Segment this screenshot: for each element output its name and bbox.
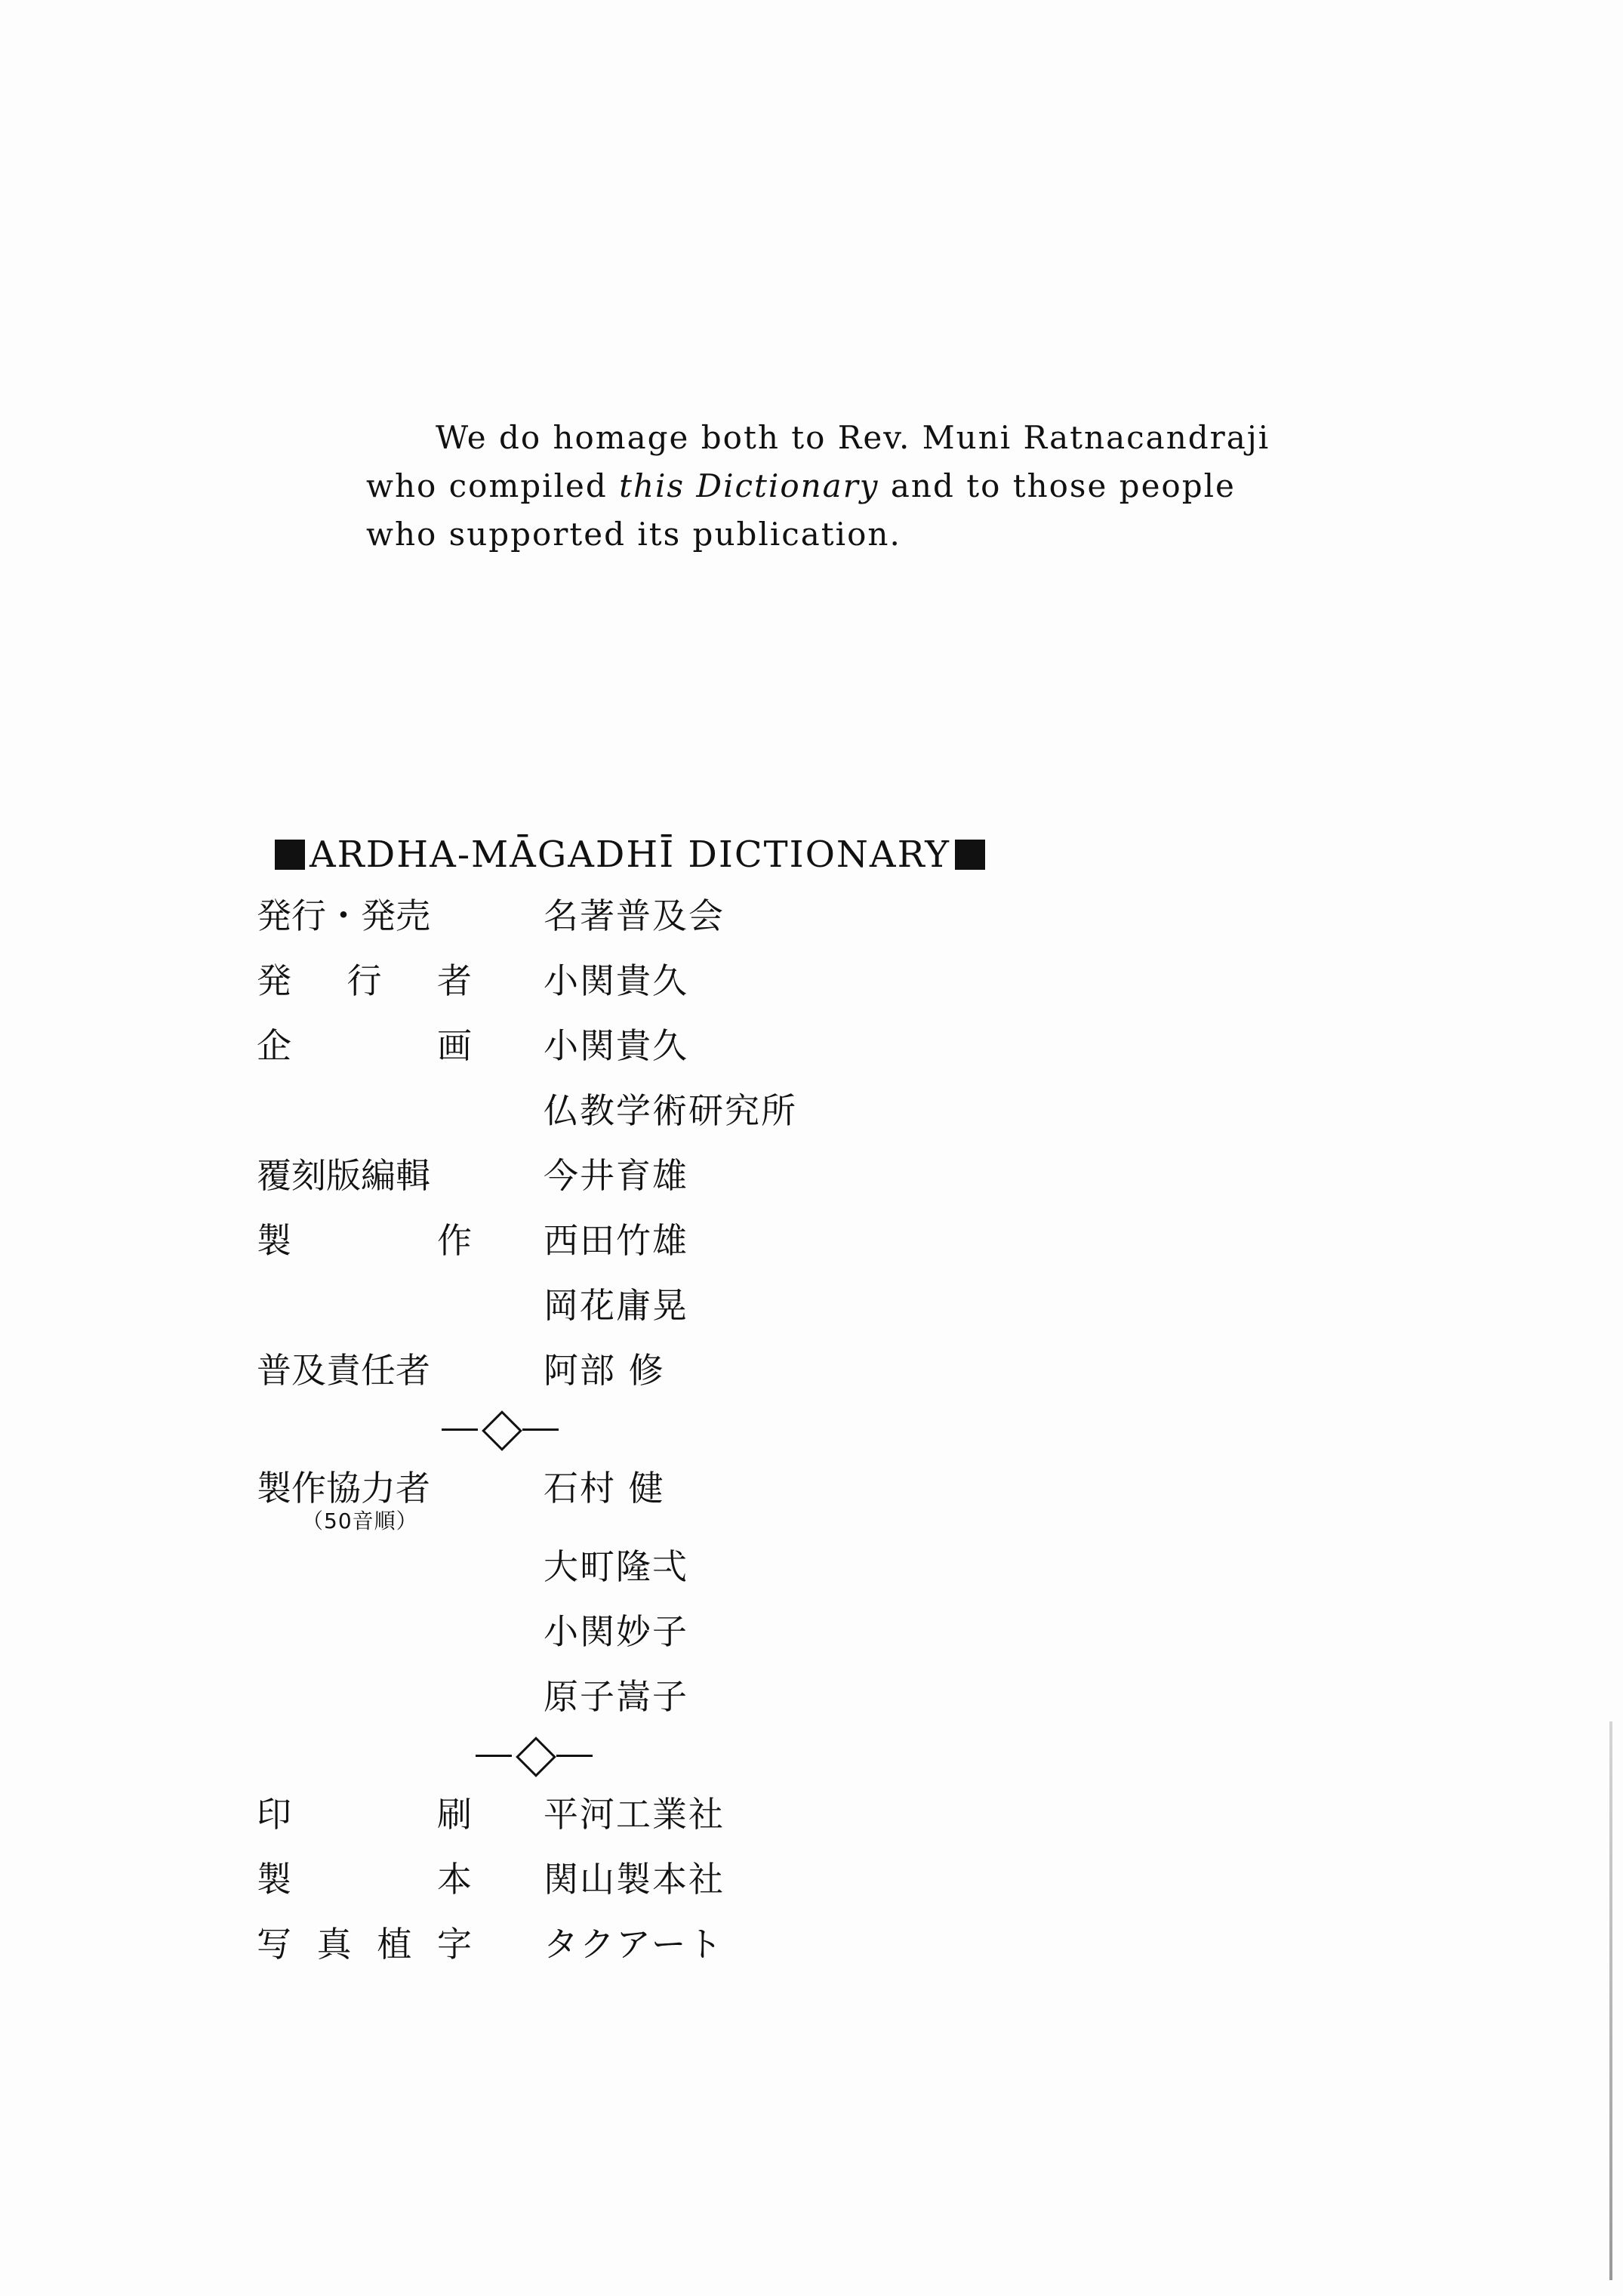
- credit-row: [257, 948, 1163, 1013]
- credit-row-continued: [257, 1664, 1163, 1729]
- credit-row: [257, 1013, 1163, 1078]
- credit-label: 普及責任者: [257, 1350, 430, 1391]
- credit-value: 平河工業社: [544, 1794, 725, 1835]
- credit-value: 関山製本社: [544, 1859, 725, 1900]
- credit-label: 製本: [257, 1859, 472, 1900]
- divider-line: [476, 1755, 512, 1757]
- diamond-divider: [257, 1403, 1163, 1456]
- dedication-line-2-start: who compiled: [366, 467, 620, 504]
- credit-value: 石村 健: [544, 1468, 665, 1509]
- credit-row-continued: [257, 1078, 1163, 1143]
- credit-row: [257, 1912, 1163, 1977]
- dedication-text: [366, 414, 1280, 559]
- credit-label: 写真植字: [257, 1924, 472, 1965]
- credit-value: タクアート: [544, 1924, 724, 1965]
- credit-row: [257, 1847, 1163, 1912]
- credit-row-continued: [257, 1273, 1163, 1338]
- credit-label: 覆刻版編輯: [257, 1155, 430, 1196]
- credit-value: 今井育雄: [544, 1155, 688, 1196]
- dedication-line-2: [366, 462, 1280, 510]
- black-square-icon: [275, 840, 305, 870]
- credit-label: 製作: [257, 1220, 472, 1261]
- credit-label: 製作協力者: [257, 1468, 430, 1509]
- dedication-line-1: We do homage both to Rev. Muni Ratnacandraji: [436, 419, 1270, 456]
- credit-value: 阿部 修: [544, 1350, 665, 1391]
- credit-value: 小関妙子: [544, 1611, 688, 1652]
- dictionary-title: [270, 826, 990, 883]
- dedication-italic-title: this Dictionary: [619, 467, 879, 504]
- diamond-icon: [482, 1410, 522, 1451]
- credits-list: [257, 883, 1163, 1977]
- diamond-icon: [516, 1737, 556, 1777]
- credit-label-group: [257, 1456, 472, 1534]
- credit-row: [257, 1456, 1163, 1534]
- credit-value: 名著普及会: [544, 895, 725, 936]
- credit-label: 発行者: [257, 960, 472, 1001]
- black-square-icon: [955, 840, 985, 870]
- credit-value: 原子嵩子: [544, 1676, 688, 1717]
- credit-value: 大町隆弌: [544, 1546, 688, 1587]
- credit-value: 西田竹雄: [544, 1220, 688, 1261]
- scan-edge-shadow: [1609, 1721, 1612, 2280]
- dictionary-title-text: ARDHA-MĀGADHĪ DICTIONARY: [310, 834, 950, 876]
- credit-row-continued: [257, 1534, 1163, 1599]
- credit-row: [257, 1208, 1163, 1273]
- credit-value: 岡花庸晃: [544, 1285, 688, 1326]
- credit-value: 小関貴久: [544, 1025, 688, 1066]
- credit-label: 企画: [257, 1025, 472, 1066]
- credit-sublabel: （50音順）: [302, 1509, 418, 1533]
- dedication-line-3: who supported its publication.: [366, 516, 901, 553]
- credit-row: [257, 1338, 1163, 1403]
- credit-row-continued: [257, 1599, 1163, 1664]
- divider-line: [522, 1428, 559, 1431]
- credit-row: [257, 1782, 1163, 1847]
- dedication-line-2-end: and to those people: [879, 467, 1236, 504]
- credit-label: 発行・発売: [257, 895, 430, 936]
- credit-value: 小関貴久: [544, 960, 688, 1001]
- credit-row: [257, 1143, 1163, 1208]
- divider-line: [556, 1755, 593, 1757]
- credit-label: 印刷: [257, 1794, 472, 1835]
- credit-row: [257, 883, 1163, 948]
- credit-value: 仏教学術研究所: [544, 1090, 797, 1131]
- diamond-divider: [257, 1729, 1163, 1782]
- divider-line: [442, 1428, 478, 1431]
